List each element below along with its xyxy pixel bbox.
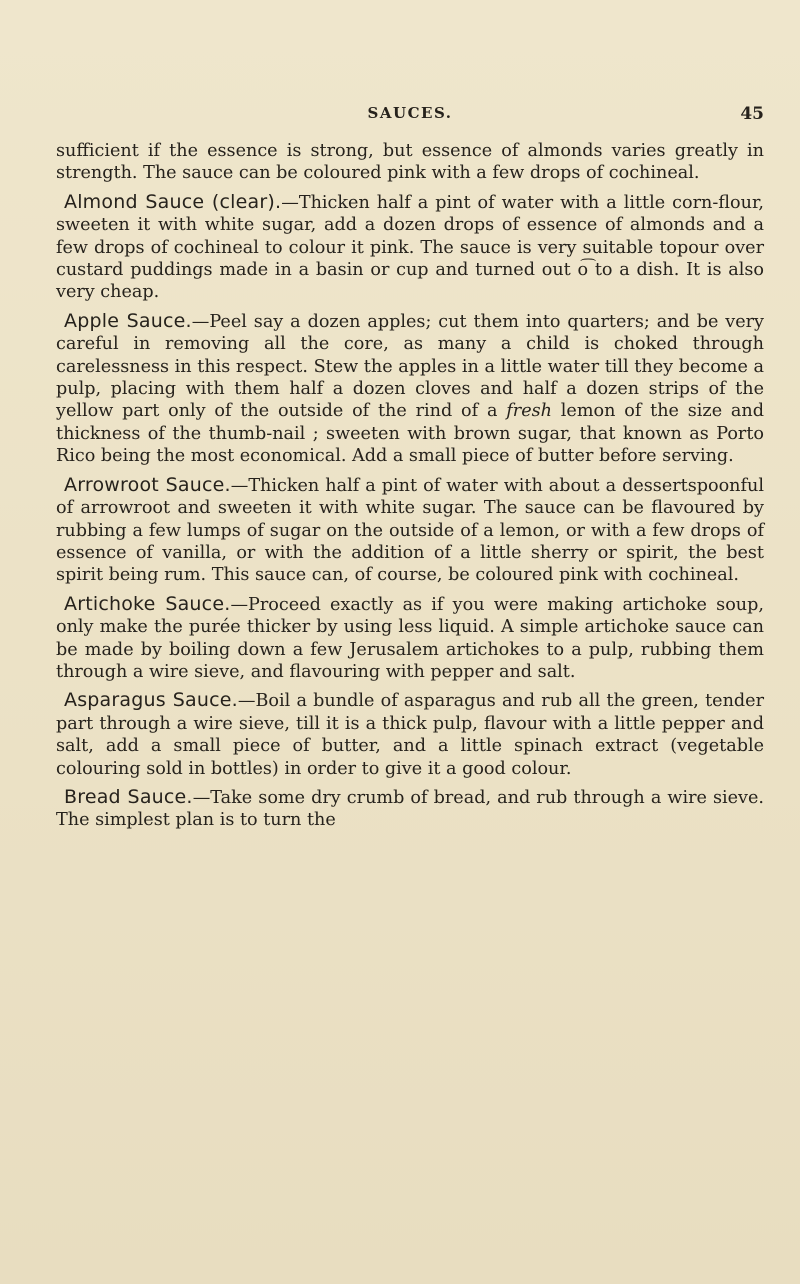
page-header [56, 104, 764, 128]
recipe-title: Bread Sauce. [64, 785, 193, 808]
recipe-text: —Take some dry crumb of bread, and rub through a wire sieve. The simplest plan is to turn the [56, 787, 764, 831]
paragraph-text: sufficient if the essence is strong, but essence of almonds varies greatly in strength. The sauce can be coloured pink with a few drops of cochineal. [56, 141, 764, 184]
recipe-artichoke-sauce [56, 593, 764, 684]
recipe-title: Arrowroot Sauce. [64, 473, 231, 496]
recipe-title: Asparagus Sauce. [64, 689, 238, 712]
recipe-asparagus-sauce [56, 689, 764, 780]
running-head: SAUCES. [367, 104, 453, 122]
recipe-text: lemon of the size and thickness of the thumb-nail ; sweeten with brown sugar, that known as Porto Rico being the most economical. Add a small piece of butter before serving. [56, 401, 764, 467]
body-text [56, 140, 764, 838]
paragraph-continuation [56, 140, 764, 185]
recipe-text: —Peel say a dozen apples; cut them into quarters; and be very careful in removing all the core, as many a child is choked through carelessness in this respect. Stew the apples in a little water till they become a pulp, placing with them half a dozen cloves and half a dozen strips of the yellow part only of the outside of the rind of a [56, 311, 764, 422]
recipe-bread-sauce [56, 786, 764, 832]
recipe-text: —Thicken half a pint of water with about a dessertspoonful of arrowroot and sweeten it with white sugar. The sauce can be flavoured by rubbing a few lumps of sugar on the outside of a lemon, or with a few drops of essence of vanilla, or with the addition of a little sherry or spirit, the best spirit being rum. This sauce can, of course, be coloured pink with cochineal. [56, 475, 764, 586]
recipe-text: —Thicken half a pint of water with a little corn-flour, sweeten it with white sugar, add a dozen drops of essence of almonds and a few drops of cochineal to colour it pink. The sauce is very suitable topour over custard puddings made in a basin or cup and turned out o͡ to a dish. It is also very cheap. [56, 192, 765, 303]
recipe-text: —Boil a bundle of asparagus and rub all the green, tender part through a wire sieve, till it is a thick pulp, flavour with a little pepper and salt, add a small piece of butter, and a little spinach extract (vegetable colouring sold in bottles) in order to give it a good colour. [56, 691, 765, 779]
recipe-title: Almond Sauce (clear). [64, 190, 282, 213]
recipe-text: —Proceed exactly as if you were making artichoke soup, only make the purée thicker by using less liquid. A simple artichoke sauce can be made by boiling down a few Jerusalem artichokes to a pulp, rubbing them through a wire sieve, and flavouring with pepper and salt. [56, 594, 764, 682]
recipe-arrowroot-sauce [56, 474, 764, 587]
recipe-text-italic: fresh [506, 401, 552, 422]
page-number: 45 [740, 104, 764, 124]
recipe-title: Apple Sauce. [64, 309, 192, 332]
recipe-apple-sauce [56, 310, 764, 468]
recipe-title: Artichoke Sauce. [64, 592, 231, 615]
recipe-almond-sauce [56, 191, 764, 304]
